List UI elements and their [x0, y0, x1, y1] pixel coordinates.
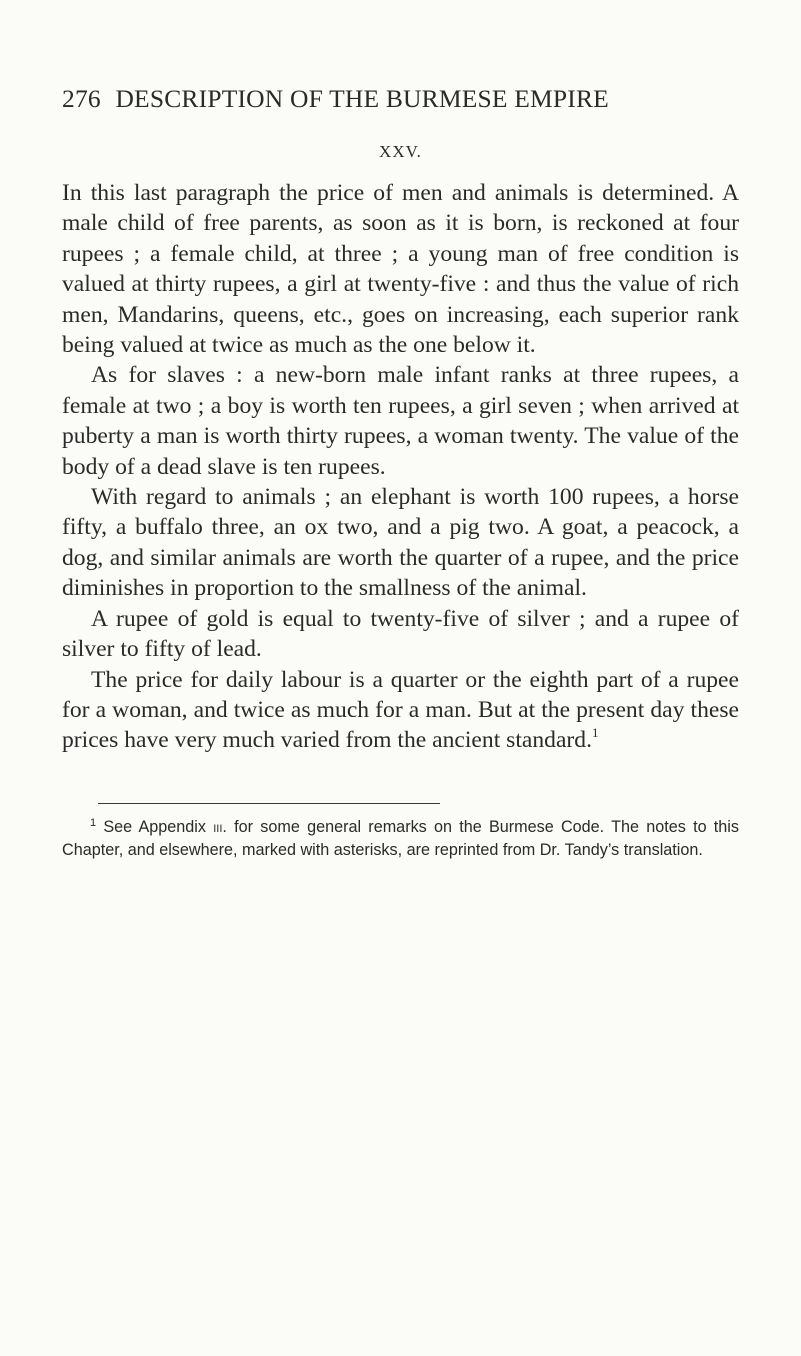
paragraph-5-text: The price for daily labour is a quarter or the eighth part of a rupee for a woman, and twice as much for a man. But at the present day these prices have very much varied from the ancient standard.	[62, 666, 739, 754]
footnote-text-after: for some general remarks on the Burmese Code. The notes to this Chapter, and elsewhere, marked with asterisks, are reprinted from Dr. Tandy’s translation.	[62, 818, 739, 859]
footnote-appendix-number: iii.	[213, 818, 227, 836]
footnote-reference[interactable]: 1	[591, 725, 599, 741]
paragraph-5	[62, 665, 739, 756]
footnote-text-before: See Appendix	[103, 818, 214, 836]
paragraph-2: As for slaves : a new-born male infant ranks at three rupees, a female at two ; a boy is worth ten rupees, a girl seven ; when arrived at puberty a man is worth thirty rupees, a woman twenty. The value of the body of a dead slave is ten rupees.	[62, 362, 739, 480]
running-head	[62, 84, 739, 114]
section-number: XXV.	[379, 142, 422, 161]
body-text	[62, 178, 739, 756]
paragraph-4: A rupee of gold is equal to twenty-five of silver ; and a rupee of silver to fifty of lead.	[62, 605, 739, 663]
footnote	[62, 816, 739, 861]
page-number: 276	[62, 84, 101, 113]
paragraph-3: With regard to animals ; an elephant is worth 100 rupees, a horse fifty, a buffalo three, an ox two, and a pig two. A goat, a peacock, a dog, and similar animals are worth the quarter of a rupee, and the price diminishes in proportion to the smallness of the animal.	[62, 484, 739, 602]
running-title: DESCRIPTION OF THE BURMESE EMPIRE	[115, 84, 609, 113]
footnote-rule	[98, 803, 440, 804]
footnote-marker: 1	[90, 817, 97, 829]
paragraph-1: In this last paragraph the price of men and animals is determined. A male child of free parents, as soon as it is born, is reckoned at four rupees ; a female child, at three ; a young man of free condition is valued at thirty rupees, a girl at twenty-five : and thus the value of rich men, Mandarins, queens, etc., goes on increasing, each superior rank being valued at twice as much as the one below it.	[62, 180, 739, 359]
